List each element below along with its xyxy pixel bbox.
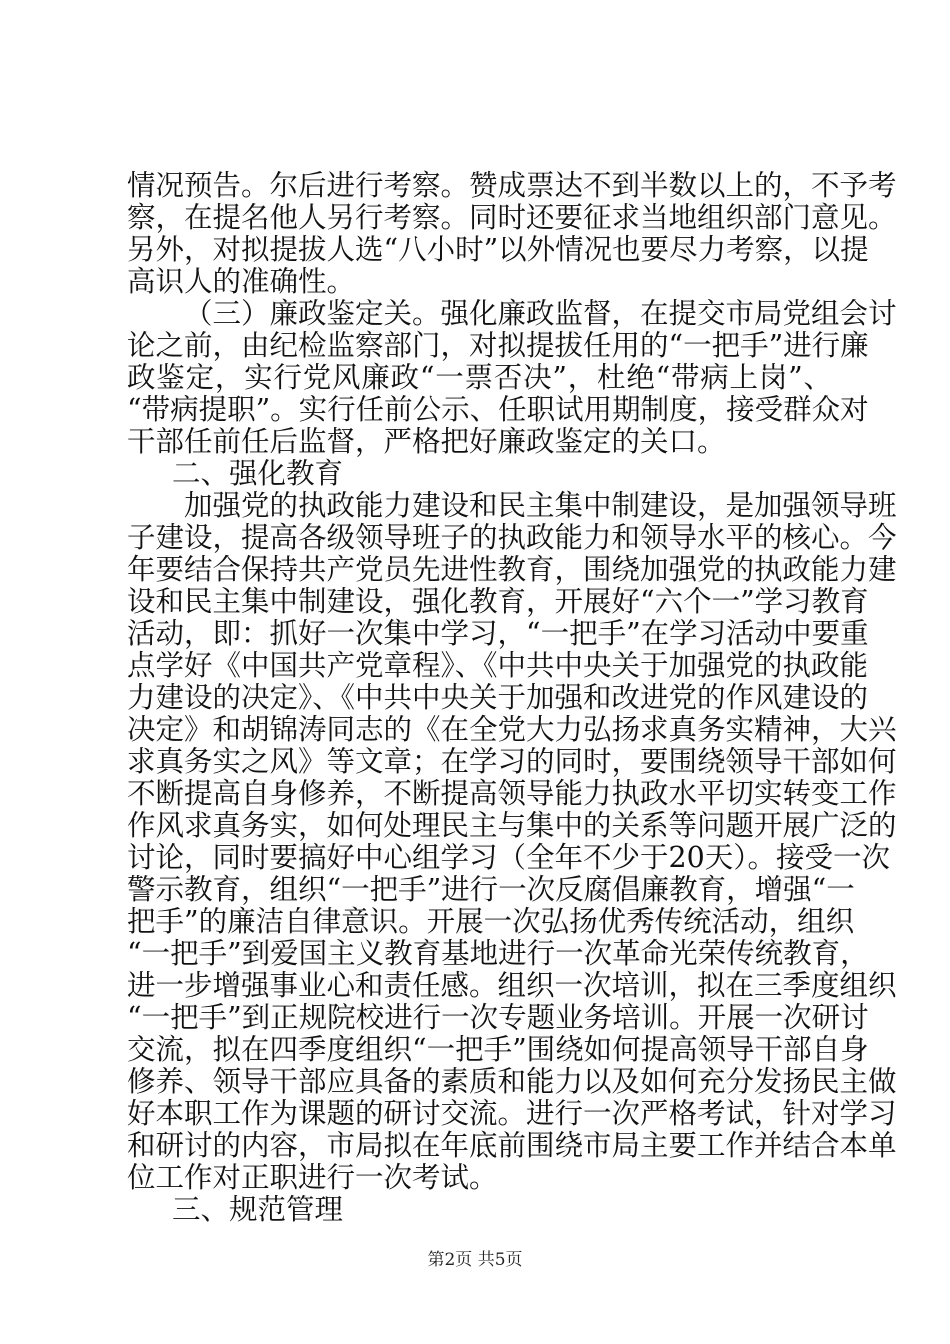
text-line: 情况预告。尔后进行考察。赞成票达不到半数以上的，不予考 — [127, 169, 897, 202]
text-line: 点学好《中国共产党章程》、《中共中央关于加强党的执政能 — [127, 649, 869, 682]
body-text — [127, 169, 897, 1226]
text-line: 作风求真务实，如何处理民主与集中的关系等问题开展广泛的 — [127, 809, 897, 842]
text-line: 设和民主集中制建设，强化教育，开展好“六个一”学习教育 — [127, 585, 869, 618]
text-line: 干部任前任后监督，严格把好廉政鉴定的关口。 — [127, 425, 726, 458]
page-footer: 第2页 共5页 — [427, 1250, 523, 1270]
text-line: 把手”的廉洁自律意识。开展一次弘扬优秀传统活动，组织 — [127, 905, 855, 938]
text-line: 位工作对正职进行一次考试。 — [127, 1161, 498, 1194]
text-line: “一把手”到爱国主义教育基地进行一次革命光荣传统教育， — [127, 937, 869, 970]
text-line: 修养、领导干部应具备的素质和能力以及如何充分发扬民主做 — [127, 1065, 897, 1098]
text-line: 活动，即：抓好一次集中学习，“一把手”在学习活动中要重 — [127, 617, 869, 650]
text-line: 求真务实之风》等文章；在学习的同时，要围绕领导干部如何 — [127, 745, 897, 778]
text-line: 和研讨的内容，市局拟在年底前围绕市局主要工作并结合本单 — [127, 1129, 897, 1162]
text-line: 政鉴定，实行党风廉政“一票否决”，杜绝“带病上岗”、 — [127, 361, 832, 394]
text-line: “一把手”到正规院校进行一次专题业务培训。开展一次研讨 — [127, 1001, 869, 1034]
text-line: 交流，拟在四季度组织“一把手”围绕如何提高领导干部自身 — [127, 1033, 869, 1066]
text-line: 决定》和胡锦涛同志的《在全党大力弘扬求真务实精神，大兴 — [127, 713, 897, 746]
text-line: “带病提职”。实行任前公示、任职试用期制度，接受群众对 — [127, 393, 869, 426]
text-line: 高识人的准确性。 — [127, 265, 356, 298]
text-line: 警示教育，组织“一把手”进行一次反腐倡廉教育，增强“一 — [127, 873, 855, 906]
text-line: 二、强化教育 — [172, 457, 344, 490]
text-line: 察，在提名他人另行考察。同时还要征求当地组织部门意见。 — [127, 201, 897, 234]
text-line: 论之前，由纪检监察部门，对拟提拔任用的“一把手”进行廉 — [127, 329, 869, 362]
text-line: 力建设的决定》、《中共中央关于加强和改进党的作风建设的 — [127, 681, 869, 714]
text-line: 好本职工作为课题的研讨交流。进行一次严格考试，针对学习 — [127, 1097, 897, 1130]
text-line: 三、规范管理 — [172, 1193, 344, 1226]
text-line: 子建设，提高各级领导班子的执政能力和领导水平的核心。今 — [127, 521, 897, 554]
text-line: 另外，对拟提拔人选“八小时”以外情况也要尽力考察，以提 — [127, 233, 869, 266]
text-line: 加强党的执政能力建设和民主集中制建设，是加强领导班 — [184, 489, 897, 522]
text-line: （三）廉政鉴定关。强化廉政监督，在提交市局党组会讨 — [184, 297, 897, 330]
text-line: 讨论，同时要搞好中心组学习（全年不少于20天）。接受一次 — [127, 841, 891, 874]
text-line: 年要结合保持共产党员先进性教育，围绕加强党的执政能力建 — [127, 553, 897, 586]
text-line: 不断提高自身修养，不断提高领导能力执政水平切实转变工作 — [127, 777, 897, 810]
text-line: 进一步增强事业心和责任感。组织一次培训，拟在三季度组织 — [127, 969, 897, 1002]
